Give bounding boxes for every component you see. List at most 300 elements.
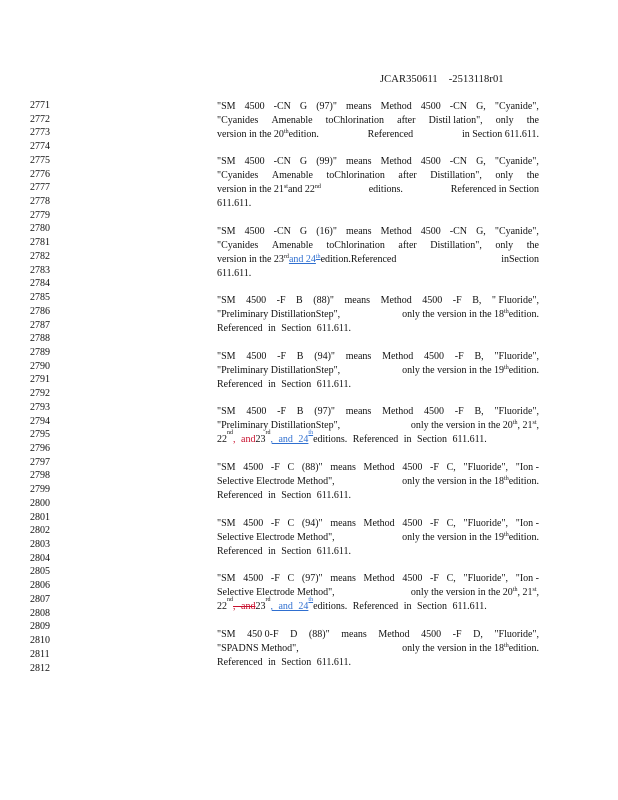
word: after: [398, 170, 417, 181]
text-line: [217, 267, 539, 281]
word: (88)": [308, 629, 330, 640]
text-run: only the version in the 19: [402, 365, 505, 376]
text-group: [411, 419, 539, 433]
text-run: only the version in the 18: [402, 309, 505, 320]
superscript: th: [283, 129, 289, 135]
definition-entry: [217, 628, 539, 670]
text-run: only the version in the 18: [402, 476, 505, 487]
word: C: [287, 518, 295, 529]
word: (99)": [316, 156, 337, 167]
text-group: [402, 642, 539, 656]
word: Method: [380, 156, 412, 167]
line-number: 2789: [30, 346, 50, 358]
text-run: Selective Electrode Method",: [217, 476, 335, 487]
word: Amenable: [271, 115, 313, 126]
document-id: JCAR350611: [380, 74, 438, 85]
word: Method: [363, 518, 395, 529]
word: "SM: [217, 573, 236, 584]
word: -F: [452, 629, 462, 640]
word: 4500: [402, 573, 423, 584]
text-run: edition.: [508, 476, 539, 487]
text-line: [217, 114, 539, 128]
word: "Fluoride",: [463, 462, 509, 473]
definition-entry: [217, 405, 539, 447]
superscript: rd: [265, 430, 271, 436]
word: means: [345, 351, 372, 362]
document-revision: -2513118r01: [448, 74, 504, 85]
text-run: edition.: [508, 365, 539, 376]
word: (88)": [313, 295, 334, 306]
word: Amenable: [271, 240, 313, 251]
line-number: 2808: [30, 607, 50, 619]
word: 450 0-F: [247, 629, 279, 640]
line-number: 2799: [30, 484, 50, 496]
text-line: [217, 350, 539, 364]
line-number: 2774: [30, 141, 50, 153]
word: B: [296, 295, 303, 306]
line-number: 2806: [30, 580, 50, 592]
word: -F: [277, 351, 287, 362]
text-line: [217, 183, 539, 197]
word: 4500: [424, 406, 444, 417]
text-line: [217, 489, 539, 503]
superscript: nd: [314, 184, 321, 190]
line-number: 2787: [30, 319, 50, 331]
line-number: 2802: [30, 525, 50, 537]
word: "Cyanides: [217, 170, 259, 181]
word: -F: [430, 518, 439, 529]
word: "Fluoride",: [494, 406, 539, 417]
text-run: only the version in the 20: [410, 420, 513, 431]
text-line: [217, 628, 539, 642]
line-number: 2803: [30, 539, 50, 551]
line-number: 2772: [30, 113, 50, 125]
word: the: [526, 170, 539, 181]
word: toChlorination: [326, 240, 385, 251]
text-run: , 21: [517, 587, 533, 598]
definition-entry: [217, 461, 539, 503]
superscript: st: [532, 587, 537, 593]
superscript: st: [283, 184, 288, 190]
word: -F: [430, 573, 439, 584]
word: (94)": [301, 518, 323, 529]
text-line: [217, 572, 539, 586]
word: Amenable: [271, 170, 313, 181]
text-line: [217, 169, 539, 183]
word: 4500: [402, 518, 423, 529]
line-number: 2794: [30, 415, 50, 427]
text-run: editions. Referenced in Section 611.611.: [313, 601, 487, 612]
word: "SM: [217, 629, 236, 640]
text-run: "SPADNS Method",: [217, 643, 299, 654]
superscript: th: [308, 430, 314, 436]
line-number: 2798: [30, 470, 50, 482]
text-run: editions.: [368, 184, 403, 195]
definition-entry: [217, 225, 539, 281]
text-run: version in the 21: [217, 184, 284, 195]
text-run: Selective Electrode Method",: [217, 532, 335, 543]
word: Method: [382, 351, 414, 362]
word: "Ion -: [515, 518, 539, 529]
word: "SM: [217, 226, 236, 237]
word: only: [495, 115, 514, 126]
text-group: [217, 183, 321, 197]
text-line: [217, 294, 539, 308]
word: " Fluoride",: [491, 295, 539, 306]
word: (88)": [301, 462, 323, 473]
definition-entry: [217, 350, 539, 392]
word: C: [287, 573, 295, 584]
word: C: [287, 462, 295, 473]
text-run: only the version in the 19: [402, 532, 505, 543]
line-number: 2810: [30, 635, 50, 647]
line-number: 2776: [30, 168, 50, 180]
text-line: [217, 253, 539, 267]
word: 4500: [424, 351, 444, 362]
word: G,: [476, 226, 486, 237]
text-run: edition.: [288, 129, 319, 140]
word: "Cyanides: [217, 240, 259, 251]
text-line: [217, 656, 539, 670]
document-header: [380, 74, 504, 85]
text-line: [217, 461, 539, 475]
word: (97)": [316, 101, 337, 112]
superscript: th: [512, 420, 518, 426]
text-run: 22: [217, 434, 227, 445]
word: 4500: [244, 226, 265, 237]
text-line: [217, 545, 539, 559]
superscript: st: [532, 420, 537, 426]
word: only: [495, 240, 514, 251]
word: Method: [380, 101, 412, 112]
text-line: [217, 642, 539, 656]
text-line: [217, 155, 539, 169]
superscript: th: [504, 643, 509, 649]
text-line: [217, 531, 539, 545]
text-run: Referenced in Section: [450, 184, 539, 195]
word: -F: [454, 406, 464, 417]
word: Method: [363, 573, 395, 584]
line-number: 2807: [30, 593, 50, 605]
text-run: , 21: [517, 420, 533, 431]
line-number: 2788: [30, 333, 50, 345]
word: "SM: [217, 518, 236, 529]
text-run: only the version in the 20: [410, 587, 513, 598]
line-number: 2777: [30, 182, 50, 194]
superscript: rd: [265, 597, 271, 603]
word: means: [344, 295, 371, 306]
text-line: [217, 597, 539, 614]
line-number: 2804: [30, 552, 50, 564]
text-run: edition.: [508, 532, 539, 543]
superscript: nd: [227, 430, 233, 436]
word: (16)": [316, 226, 337, 237]
text-run: ,: [536, 587, 539, 598]
word: -CN: [449, 156, 468, 167]
word: -CN: [273, 156, 291, 167]
word: 4500: [244, 156, 265, 167]
word: "SM: [217, 295, 236, 306]
word: -F: [270, 518, 280, 529]
text-group: [217, 253, 396, 267]
superscript: th: [504, 532, 509, 538]
text-group: [402, 364, 539, 378]
text-run: edition.: [508, 309, 539, 320]
word: B,: [474, 406, 484, 417]
word: "Fluoride",: [463, 518, 509, 529]
superscript: rd: [283, 254, 289, 260]
line-number: 2801: [30, 511, 50, 523]
word: 4500: [421, 629, 442, 640]
definition-entry: [217, 517, 539, 559]
text-run: version in the 23: [217, 254, 284, 265]
word: Method: [380, 295, 412, 306]
word: "Cyanide",: [494, 101, 539, 112]
text-run: edition.Referenced: [320, 254, 397, 265]
word: C,: [446, 518, 456, 529]
word: only: [495, 170, 514, 181]
text-group: [217, 128, 319, 142]
line-number: 2786: [30, 305, 50, 317]
line-number: 2805: [30, 566, 50, 578]
text-run: only the version in the 18: [402, 643, 505, 654]
inserted-text: , and 24: [270, 434, 309, 445]
line-number: 2778: [30, 196, 50, 208]
word: the: [526, 115, 539, 126]
text-run: 23: [255, 601, 266, 612]
line-number: 2812: [30, 662, 50, 674]
inserted-text: and 24: [288, 254, 316, 265]
word: Method: [378, 629, 410, 640]
word: B: [296, 351, 304, 362]
superscript: th: [504, 309, 509, 315]
word: (97)": [314, 406, 335, 417]
added-text: , and: [233, 434, 256, 445]
definition-entry: [217, 572, 539, 614]
word: means: [330, 518, 356, 529]
word: Distil lation",: [428, 115, 483, 126]
text-line: [217, 225, 539, 239]
text-group: [411, 586, 539, 600]
text-line: [217, 430, 539, 447]
word: 4500: [244, 101, 265, 112]
text-group: [402, 475, 539, 489]
definition-entry: [217, 155, 539, 211]
text-run: and 22: [287, 184, 315, 195]
word: 4500: [243, 462, 264, 473]
word: "SM: [217, 101, 236, 112]
text-line: [217, 517, 539, 531]
text-line: [217, 100, 539, 114]
word: "SM: [217, 406, 236, 417]
text-line: [217, 239, 539, 253]
line-number: 2785: [30, 292, 50, 304]
superscript: th: [504, 476, 509, 482]
word: C,: [446, 573, 456, 584]
line-number: 2811: [30, 648, 50, 660]
word: toChlorination: [325, 115, 384, 126]
deleted-text: , and: [233, 601, 256, 612]
word: "Fluoride",: [494, 629, 539, 640]
word: G,: [476, 156, 486, 167]
text-group: [402, 308, 539, 322]
word: means: [346, 156, 372, 167]
text-group: [402, 531, 539, 545]
word: -CN: [449, 226, 468, 237]
word: 4500: [246, 406, 267, 417]
line-number: 2780: [30, 223, 50, 235]
text-run: 611.611.: [217, 198, 252, 209]
text-line: [217, 475, 539, 489]
word: -CN: [273, 226, 291, 237]
line-number: 2790: [30, 360, 50, 372]
line-number: 2775: [30, 154, 50, 166]
word: 4500: [246, 351, 267, 362]
word: "Ion -: [515, 573, 539, 584]
inserted-text: , and 24: [270, 601, 309, 612]
word: means: [330, 573, 356, 584]
text-line: [217, 197, 539, 211]
word: 4500: [402, 462, 423, 473]
word: "SM: [217, 351, 236, 362]
text-run: editions. Referenced in Section 611.611.: [313, 434, 487, 445]
line-number: 2797: [30, 456, 50, 468]
text-line: [217, 322, 539, 336]
word: -F: [452, 295, 462, 306]
line-number: 2809: [30, 621, 50, 633]
line-number: 2791: [30, 374, 50, 386]
word: -F: [277, 406, 287, 417]
line-number: 2781: [30, 237, 50, 249]
text-run: in Section 611.611.: [461, 129, 539, 140]
word: G,: [476, 101, 486, 112]
word: 4500: [243, 518, 264, 529]
line-number: 2792: [30, 388, 50, 400]
text-run: inSection: [501, 254, 539, 265]
word: 4500: [422, 295, 443, 306]
text-run: version in the 20: [217, 129, 284, 140]
word: Method: [380, 226, 412, 237]
line-number: 2782: [30, 250, 50, 262]
word: -CN: [273, 101, 291, 112]
word: -F: [454, 351, 464, 362]
word: D,: [473, 629, 483, 640]
text-line: [217, 308, 539, 322]
word: means: [346, 101, 372, 112]
text-run: Referenced in Section 611.611.: [217, 657, 352, 668]
word: means: [346, 226, 372, 237]
word: the: [526, 240, 539, 251]
text-run: 23: [255, 434, 266, 445]
word: "Cyanide",: [494, 226, 539, 237]
word: C,: [446, 462, 456, 473]
superscript: th: [315, 254, 321, 260]
superscript: th: [512, 587, 518, 593]
text-run: Referenced in Section 611.611.: [217, 546, 352, 557]
word: B,: [474, 351, 484, 362]
word: "Cyanides: [217, 115, 259, 126]
word: -F: [270, 573, 280, 584]
word: (97)": [301, 573, 323, 584]
line-number: 2796: [30, 443, 50, 454]
definition-entry: [217, 100, 539, 142]
line-number: 2795: [30, 429, 50, 441]
word: -F: [270, 462, 280, 473]
word: G: [299, 156, 308, 167]
text-run: Referenced in Section 611.611.: [217, 379, 352, 390]
word: "Fluoride",: [463, 573, 509, 584]
line-number: 2779: [30, 209, 50, 221]
word: means: [330, 462, 356, 473]
line-number: 2773: [30, 127, 50, 139]
word: 4500: [420, 156, 441, 167]
text-run: ,: [536, 420, 539, 431]
text-line: [217, 364, 539, 378]
word: 4500: [246, 295, 267, 306]
text-run: "Preliminary DistillationStep",: [217, 365, 341, 376]
line-number: 2793: [30, 401, 50, 413]
word: after: [397, 115, 416, 126]
word: Method: [382, 406, 414, 417]
word: "SM: [217, 156, 236, 167]
word: D: [290, 629, 298, 640]
word: means: [345, 406, 372, 417]
superscript: th: [308, 597, 314, 603]
definition-entry: [217, 294, 539, 336]
word: G: [299, 226, 308, 237]
word: B,: [472, 295, 482, 306]
text-run: Referenced: [367, 129, 414, 140]
word: B: [296, 406, 304, 417]
word: "Cyanide",: [494, 156, 539, 167]
word: 4500: [243, 573, 264, 584]
text-run: edition.: [508, 643, 539, 654]
line-number: 2800: [30, 497, 50, 509]
word: toChlorination: [326, 170, 385, 181]
superscript: th: [504, 365, 509, 371]
word: Distillation",: [430, 170, 482, 181]
text-line: [217, 405, 539, 419]
text-run: 22: [217, 601, 227, 612]
word: -F: [276, 295, 286, 306]
text-run: Referenced in Section 611.611.: [217, 323, 352, 334]
text-line: [217, 378, 539, 392]
line-number: 2771: [30, 100, 50, 111]
word: 4500: [420, 101, 441, 112]
word: -F: [430, 462, 439, 473]
word: (94)": [314, 351, 335, 362]
text-line: [217, 128, 539, 142]
text-run: 611.611.: [217, 268, 252, 279]
word: "Fluoride",: [494, 351, 539, 362]
word: "Ion -: [515, 462, 539, 473]
word: -CN: [449, 101, 468, 112]
text-run: "Preliminary DistillationStep",: [217, 309, 341, 320]
word: means: [341, 629, 367, 640]
text-run: "Preliminary DistillationStep",: [217, 420, 341, 431]
word: Distillation",: [430, 240, 482, 251]
word: after: [398, 240, 417, 251]
word: G: [299, 101, 308, 112]
text-run: Selective Electrode Method",: [217, 587, 335, 598]
word: Method: [363, 462, 395, 473]
word: 4500: [420, 226, 441, 237]
line-number: 2783: [30, 264, 50, 276]
text-run: Referenced in Section 611.611.: [217, 490, 352, 501]
line-number: 2784: [30, 278, 50, 290]
word: "SM: [217, 462, 236, 473]
superscript: nd: [227, 597, 233, 603]
